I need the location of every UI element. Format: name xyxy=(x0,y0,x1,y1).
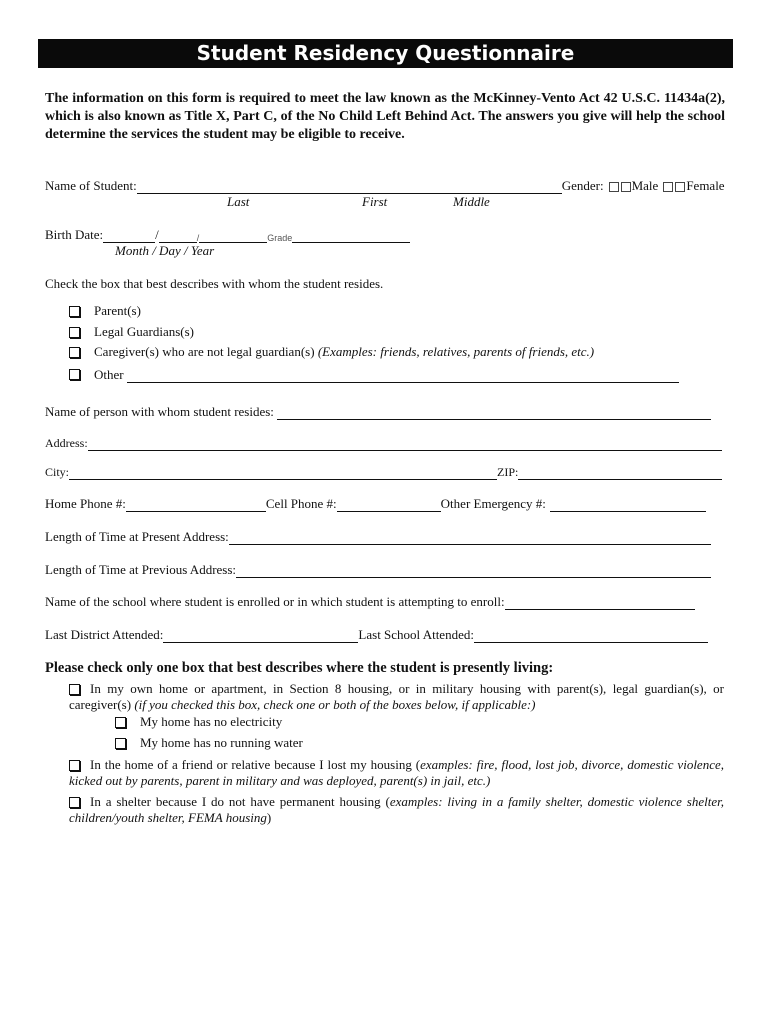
birth-date-row xyxy=(45,227,410,243)
resides-prompt: Check the box that best describes with whom the student resides. xyxy=(45,276,384,291)
time-present-field[interactable] xyxy=(229,531,711,545)
school-field[interactable] xyxy=(505,596,695,610)
phone-row xyxy=(45,496,706,512)
no-electricity-checkbox[interactable] xyxy=(115,717,126,728)
parent-label: Parent(s) xyxy=(94,303,141,318)
own-home-note: (if you checked this box, check one or both of the boxes below, if applicable:) xyxy=(134,697,536,712)
school-row xyxy=(45,594,695,610)
friend-home-label: In the home of a friend or relative because I lost my housing ( xyxy=(90,757,421,772)
own-home-checkbox[interactable] xyxy=(69,684,80,695)
living-heading: Please check only one box that best describes where the student is presently living: xyxy=(45,660,554,676)
cell-phone-field[interactable] xyxy=(337,498,441,512)
date-format-caption: Month / Day / Year xyxy=(115,243,215,258)
city-field[interactable] xyxy=(69,466,497,480)
other-checkbox[interactable] xyxy=(69,369,80,380)
guardian-checkbox[interactable] xyxy=(69,327,80,338)
person-row xyxy=(45,404,711,420)
resides-parent-option[interactable] xyxy=(69,303,141,319)
resides-other-option[interactable] xyxy=(69,367,679,383)
address-label: Address: xyxy=(45,436,88,450)
time-previous-row xyxy=(45,562,711,578)
cell-phone-label: Cell Phone #: xyxy=(265,496,337,511)
zip-label: ZIP: xyxy=(497,465,519,479)
shelter-checkbox[interactable] xyxy=(69,797,80,808)
resides-guardian-option[interactable] xyxy=(69,324,194,340)
student-name-row xyxy=(45,178,725,194)
male-label: Male xyxy=(631,178,659,193)
district-row xyxy=(45,627,708,643)
last-school-label: Last School Attended: xyxy=(358,627,474,642)
last-district-label: Last District Attended: xyxy=(45,627,164,642)
no-water-checkbox[interactable] xyxy=(115,738,126,749)
no-water-label: My home has no running water xyxy=(140,735,303,750)
first-name-caption: First xyxy=(362,194,388,209)
no-electricity-label: My home has no electricity xyxy=(140,714,283,729)
city-row xyxy=(45,465,722,480)
shelter-close: ) xyxy=(266,810,272,825)
own-home-option[interactable] xyxy=(69,681,724,713)
birth-date-slash: / xyxy=(155,227,159,242)
last-school-field[interactable] xyxy=(474,629,708,643)
male-checkbox-2[interactable] xyxy=(621,182,631,192)
caregiver-label: Caregiver(s) who are not legal guardian(s) xyxy=(94,344,315,359)
female-checkbox-2[interactable] xyxy=(675,182,685,192)
time-previous-field[interactable] xyxy=(236,564,711,578)
female-checkbox[interactable] xyxy=(663,182,673,192)
friend-home-checkbox[interactable] xyxy=(69,760,80,771)
person-field[interactable] xyxy=(277,406,711,420)
birth-year-field[interactable] xyxy=(196,229,267,243)
own-home-label: In my own home or apartment, in Section 8 housing, or in military housing with parent(s), legal guardian(s), or caregiver(s) xyxy=(69,681,724,712)
birth-day-field[interactable] xyxy=(159,229,197,243)
shelter-label: In a shelter because I do not have permanent housing ( xyxy=(90,794,390,809)
city-label: City: xyxy=(45,465,70,479)
birth-date-label: Birth Date: xyxy=(45,227,104,242)
time-present-row xyxy=(45,529,711,545)
grade-field[interactable] xyxy=(292,229,410,243)
zip-field[interactable] xyxy=(518,466,722,480)
school-label: Name of the school where student is enrolled or in which student is attempting to enroll: xyxy=(45,594,505,609)
other-emergency-field[interactable] xyxy=(550,498,706,512)
no-water-option[interactable] xyxy=(115,735,303,751)
gender-label: Gender: xyxy=(561,178,604,193)
last-name-caption: Last xyxy=(227,194,250,209)
caregiver-examples: (Examples: friends, relatives, parents of friends, etc.) xyxy=(317,344,595,359)
female-label: Female xyxy=(686,178,725,193)
student-name-field[interactable] xyxy=(137,180,562,194)
no-electricity-option[interactable] xyxy=(115,714,282,730)
time-previous-label: Length of Time at Previous Address: xyxy=(45,562,237,577)
home-phone-field[interactable] xyxy=(126,498,266,512)
address-field[interactable] xyxy=(88,437,722,451)
shelter-option[interactable] xyxy=(69,794,724,826)
last-district-field[interactable] xyxy=(163,629,358,643)
student-name-label: Name of Student: xyxy=(45,178,137,193)
male-checkbox[interactable] xyxy=(609,182,619,192)
other-field[interactable] xyxy=(127,369,679,383)
other-emergency-label: Other Emergency #: xyxy=(440,496,546,511)
birth-month-field[interactable] xyxy=(103,229,155,243)
caregiver-checkbox[interactable] xyxy=(69,347,80,358)
person-label: Name of person with whom student resides: xyxy=(45,404,274,419)
page-title: Student Residency Questionnaire xyxy=(38,39,733,68)
friend-home-examples: examples: fire, flood, lost job, divorce, domestic violence, kicked out by parents, parent in military and was deployed, parent(s) in jail, etc.) xyxy=(69,757,724,788)
friend-home-option[interactable] xyxy=(69,757,724,789)
shelter-examples: examples: living in a family shelter, domestic violence shelter, children/youth shelter, FEMA housing xyxy=(69,794,725,825)
birth-date-slash-2: / xyxy=(196,233,200,243)
home-phone-label: Home Phone #: xyxy=(45,496,126,511)
guardian-label: Legal Guardians(s) xyxy=(94,324,194,339)
time-present-label: Length of Time at Present Address: xyxy=(45,529,229,544)
intro-paragraph: The information on this form is required to meet the law known as the McKinney-Vento Act 42 U.S.C. 11434a(2), which is also known as Title X, Part C, of the No Child Left Behind Act. The answers you give will help the school determine the services the student may be eligible to receive. xyxy=(45,91,725,142)
address-row xyxy=(45,436,722,451)
grade-label: Grade xyxy=(267,233,293,243)
middle-name-caption: Middle xyxy=(453,194,490,209)
parent-checkbox[interactable] xyxy=(69,306,80,317)
resides-caregiver-option[interactable] xyxy=(69,344,594,360)
other-label: Other xyxy=(94,367,124,382)
